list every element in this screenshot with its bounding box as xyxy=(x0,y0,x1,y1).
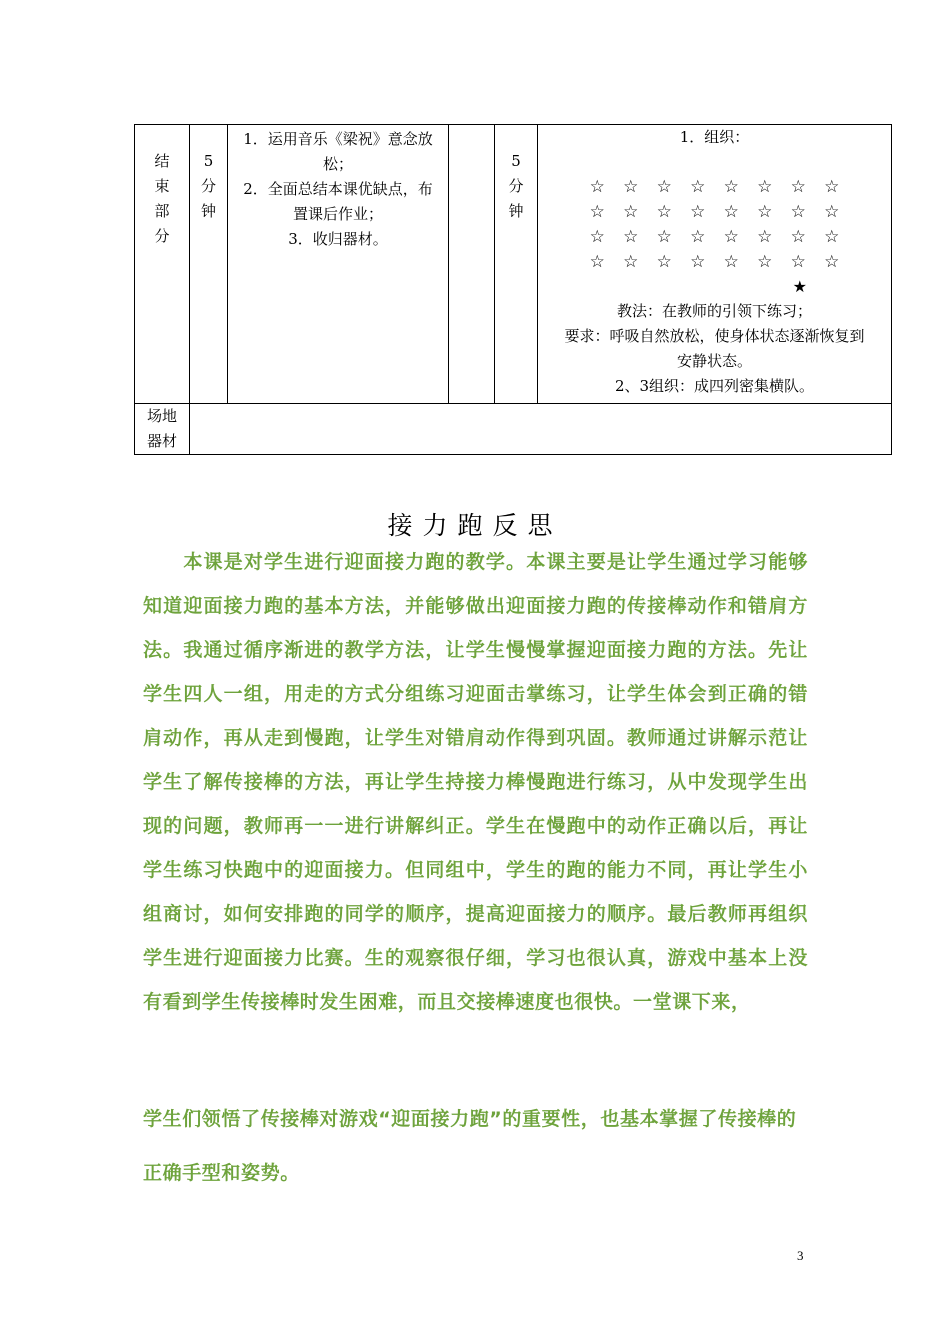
student-star-icon: ☆ xyxy=(690,227,706,247)
student-star-icon: ☆ xyxy=(790,177,806,197)
reflection-tail: 学生们领悟了传接棒对游戏“迎面接力跑”的重要性，也基本掌握了传接棒的正确手型和姿势。 xyxy=(143,1108,797,1184)
section-label-char: 结 xyxy=(154,152,170,170)
lesson-plan-table xyxy=(134,124,892,455)
time-right-char: 5 xyxy=(511,152,521,170)
student-star-icon: ☆ xyxy=(589,252,605,272)
student-star-icon: ☆ xyxy=(824,177,840,197)
student-star-icon: ☆ xyxy=(757,252,773,272)
empty-cell xyxy=(449,125,495,404)
student-star-icon: ☆ xyxy=(690,252,706,272)
student-formation xyxy=(542,175,887,275)
time-left-char: 分 xyxy=(200,177,216,195)
section-label-char: 分 xyxy=(154,227,170,245)
content-line: 2．全面总结本课优缺点，布 xyxy=(243,180,433,198)
venue-label-line: 器材 xyxy=(147,432,178,450)
student-star-icon: ☆ xyxy=(690,202,706,222)
student-star-icon: ☆ xyxy=(790,202,806,222)
formation-row xyxy=(542,250,887,275)
time-left-char: 钟 xyxy=(200,202,216,220)
student-star-icon: ☆ xyxy=(589,177,605,197)
content-line: 松； xyxy=(322,155,353,173)
student-star-icon: ☆ xyxy=(723,177,739,197)
student-star-icon: ☆ xyxy=(723,252,739,272)
student-star-icon: ☆ xyxy=(656,202,672,222)
student-star-icon: ☆ xyxy=(656,177,672,197)
student-star-icon: ☆ xyxy=(757,177,773,197)
time-right-char: 分 xyxy=(508,177,524,195)
student-star-icon: ☆ xyxy=(623,227,639,247)
content-line: 置课后作业； xyxy=(292,205,383,223)
venue-label-cell xyxy=(135,404,190,455)
time-left-char: 5 xyxy=(203,152,214,170)
requirement-line: 安静状态。 xyxy=(676,352,752,370)
section-label-char: 部 xyxy=(154,202,170,220)
reflection-paragraph xyxy=(143,540,808,1024)
teaching-method: 教法：在教师的引领下练习； xyxy=(616,302,812,320)
student-star-icon: ☆ xyxy=(589,227,605,247)
student-star-icon: ☆ xyxy=(656,227,672,247)
org-heading: 1．组织： xyxy=(679,128,750,146)
organization-23: 2、3组织：成四列密集横队。 xyxy=(614,377,815,395)
venue-label-line: 场地 xyxy=(147,407,178,425)
student-star-icon: ☆ xyxy=(723,202,739,222)
student-star-icon: ☆ xyxy=(623,202,639,222)
student-star-icon: ☆ xyxy=(589,202,605,222)
student-star-icon: ☆ xyxy=(623,252,639,272)
section-label-cell xyxy=(135,125,190,404)
formation-row xyxy=(542,200,887,225)
closing-section-row xyxy=(135,125,892,404)
reflection-text: 本课是对学生进行迎面接力跑的教学。本课主要是让学生通过学习能够知道迎面接力跑的基本方法，并能够做出迎面接力跑的传接棒动作和错肩方法。我通过循序渐进的教学方法，让学生慢慢掌握迎面接力跑的方法。先让学生四人一组，用走的方式分组练习迎面击掌练习，让学生体会到正确的错肩动作，再从走到慢跑，让学生对错肩动作得到巩固。教师通过讲解示范让学生了解传接棒的方法，再让学生持接力棒慢跑进行练习，从中发现学生出现的问题，教师再一一进行讲解纠正。学生在慢跑中的动作正确以后，再让学生练习快跑中的迎面接力。但同组中，学生的跑的能力不同，再让学生小组商讨，如何安排跑的同学的顺序，提高迎面接力的顺序。最后教师再组织学生进行迎面接力比赛。生的观察很仔细，学习也很认真，游戏中基本上没有看到学生传接棒时发生困难，而且交接棒速度也很快。一堂课下来， xyxy=(143,551,808,1013)
venue-value-cell xyxy=(190,404,892,455)
student-star-icon: ☆ xyxy=(757,227,773,247)
student-star-icon: ☆ xyxy=(757,202,773,222)
student-star-icon: ☆ xyxy=(824,227,840,247)
reflection-title: 接力跑反思 xyxy=(387,511,563,540)
time-right-cell xyxy=(495,125,538,404)
organization-cell xyxy=(538,125,892,404)
requirement-line: 要求：呼吸自然放松，使身体状态逐渐恢复到 xyxy=(564,327,865,345)
time-left-cell xyxy=(190,125,228,404)
student-star-icon: ☆ xyxy=(790,252,806,272)
teacher-star-icon: ★ xyxy=(792,277,807,296)
spacer xyxy=(542,150,887,175)
page-number: 3 xyxy=(797,1248,804,1263)
student-star-icon: ☆ xyxy=(824,202,840,222)
student-star-icon: ☆ xyxy=(824,252,840,272)
content-line: 3．收归器材。 xyxy=(288,230,388,248)
student-star-icon: ☆ xyxy=(790,227,806,247)
student-star-icon: ☆ xyxy=(690,177,706,197)
content-line: 1．运用音乐《梁祝》意念放 xyxy=(243,130,433,148)
student-star-icon: ☆ xyxy=(623,177,639,197)
content-cell xyxy=(228,125,449,404)
student-star-icon: ☆ xyxy=(723,227,739,247)
venue-equipment-row xyxy=(135,404,892,455)
time-right-char: 钟 xyxy=(508,202,524,220)
section-label-char: 束 xyxy=(154,177,170,195)
student-star-icon: ☆ xyxy=(656,252,672,272)
formation-row xyxy=(542,175,887,200)
formation-row xyxy=(542,225,887,250)
